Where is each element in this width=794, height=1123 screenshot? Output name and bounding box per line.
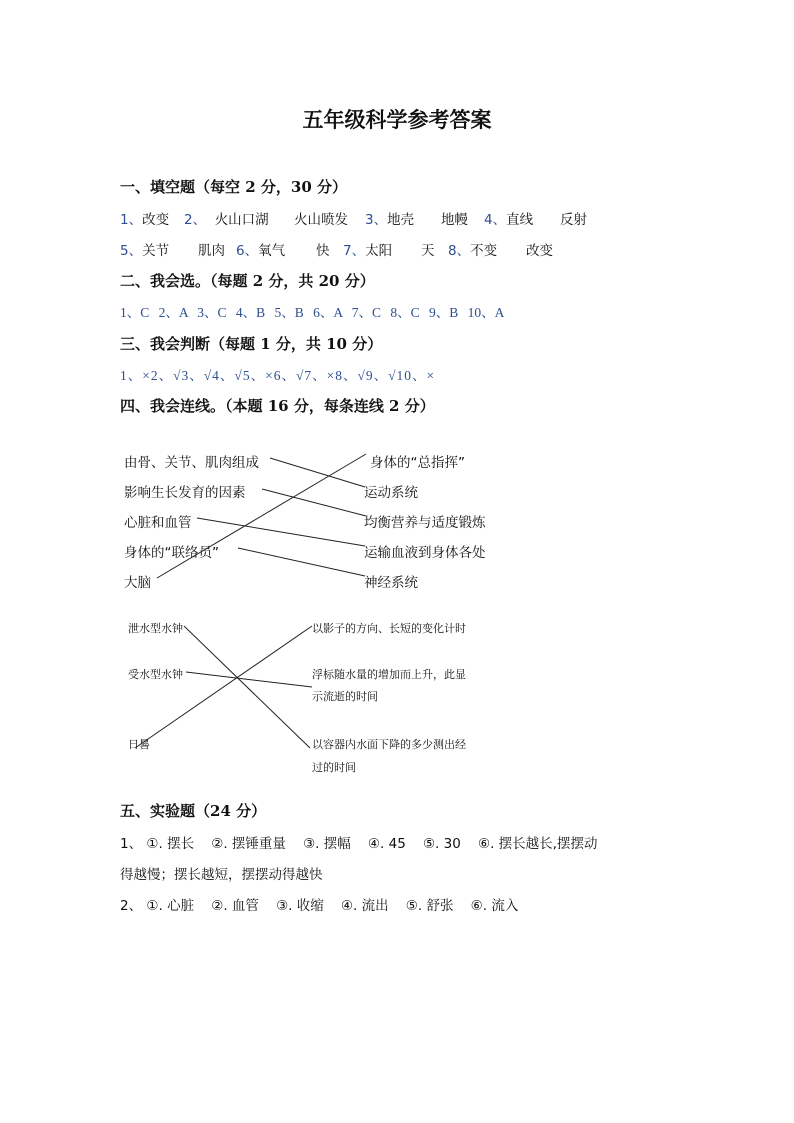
s1-line1-item: 反射: [560, 212, 587, 228]
s5-q1-line2: 得越慢；摆长越短，摆摆动得越快: [120, 867, 323, 883]
s1-line1-item: 2、 火山口湖: [184, 212, 269, 228]
section-5-heading: 五、实验题（24 分）: [120, 802, 267, 820]
match1-right-item: 身体的“总指挥”: [370, 455, 465, 471]
match2-right-item-cont: 过的时间: [312, 761, 356, 774]
s1-line1-item: 1、改变: [120, 212, 170, 228]
connector-line: [186, 672, 312, 687]
match1-right-item: 均衡营养与适度锻炼: [364, 515, 486, 531]
connector-line: [157, 454, 366, 578]
connector-line: [184, 626, 310, 748]
s1-line2-item: 快: [316, 243, 330, 259]
section-1-heading: 一、填空题（每空 2 分，30 分）: [120, 178, 347, 196]
match2-right-item: 以影子的方向、长短的变化计时: [312, 622, 466, 635]
match1-right-item: 运动系统: [364, 485, 418, 501]
s1-line2-item: 6、氧气: [236, 243, 286, 259]
match2-right-item: 以容器内水面下降的多少测出经: [312, 738, 466, 751]
match1-right-item: 运输血液到身体各处: [364, 545, 486, 561]
connector-line: [135, 626, 312, 748]
s1-line2-item: 5、关节: [120, 243, 170, 259]
match2-right-item: 浮标随水量的增加而上升，此显: [312, 668, 466, 681]
match2-right-item-cont: 示流逝的时间: [312, 690, 378, 703]
connector-line: [262, 489, 366, 516]
s1-line2-item: 改变: [526, 243, 553, 259]
match1-left-item: 影响生长发育的因素: [124, 485, 246, 501]
connector-line: [238, 548, 365, 576]
match2-left-item: 日晷: [128, 738, 150, 751]
s3-answers: 1、×2、√3、√4、√5、×6、√7、×8、√9、√10、×: [120, 368, 436, 383]
page-title: 五年级科学参考答案: [302, 107, 492, 132]
match1-left-item: 大脑: [124, 575, 151, 591]
match1-left-item: 心脏和血管: [124, 515, 192, 531]
s1-line1-item: 地幔: [441, 212, 468, 228]
s5-q1-line1: 1、 ①. 摆长 ②. 摆锤重量 ③. 摆幅 ④. 45 ⑤. 30 ⑥. 摆长越长,摆摆动: [120, 836, 598, 852]
s1-line2-item: 7、太阳: [343, 243, 393, 259]
s1-line1-item: 4、直线: [484, 212, 534, 228]
section-3-heading: 三、我会判断（每题 1 分，共 10 分）: [120, 335, 383, 353]
s1-line1-item: 火山喷发: [294, 212, 348, 228]
s1-line1-item: 3、地壳: [365, 212, 415, 228]
connector-line: [197, 518, 365, 546]
match1-left-item: 由骨、关节、肌肉组成: [124, 455, 259, 471]
match2-left-item: 受水型水钟: [128, 668, 183, 681]
match1-left-item: 身体的“联络员”: [124, 545, 219, 561]
match2-left-item: 泄水型水钟: [128, 622, 183, 635]
match1-right-item: 神经系统: [364, 575, 418, 591]
s5-q2-line: 2、 ①. 心脏 ②. 血管 ③. 收缩 ④. 流出 ⑤. 舒张 ⑥. 流入: [120, 898, 519, 914]
s1-line2-item: 天: [421, 243, 435, 259]
s2-answers: 1、C 2、A 3、C 4、B 5、B 6、A 7、C 8、C 9、B 10、A: [120, 305, 505, 320]
s1-line2-item: 肌肉: [198, 243, 225, 259]
section-4-heading: 四、我会连线。（本题 16 分，每条连线 2 分）: [120, 397, 435, 415]
s1-line2-item: 8、不变: [448, 243, 498, 259]
section-2-heading: 二、我会选。（每题 2 分，共 20 分）: [120, 272, 375, 290]
